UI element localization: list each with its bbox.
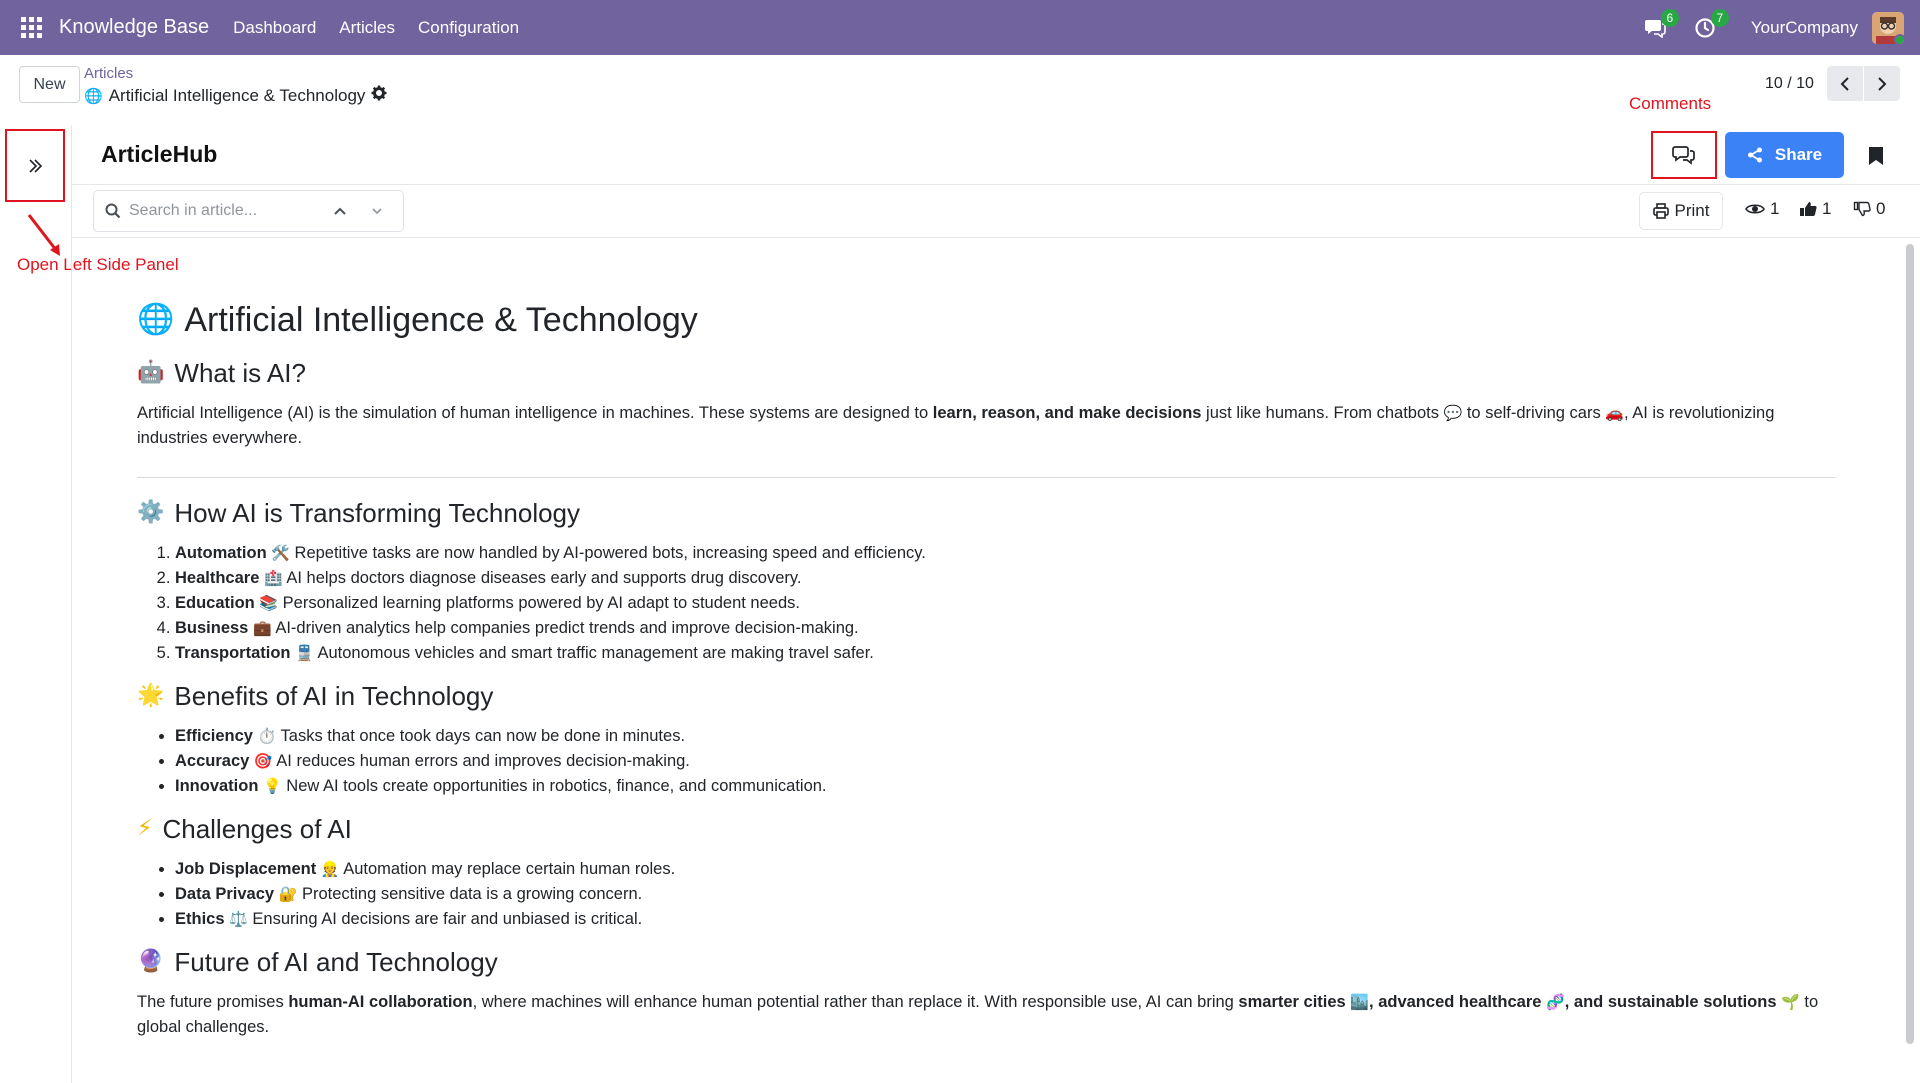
bold-text: Data Privacy bbox=[175, 885, 275, 903]
bold-text: , advanced healthcare bbox=[1369, 993, 1542, 1011]
chevron-left-icon bbox=[1839, 76, 1851, 92]
list-item bbox=[175, 857, 1837, 882]
text: Repetitive tasks are now handled by AI-powered bots, increasing speed and efficiency. bbox=[294, 544, 926, 562]
bold-text: learn, reason, and make decisions bbox=[932, 404, 1202, 422]
bold-text: smarter cities bbox=[1238, 993, 1346, 1011]
crystal-ball-icon: 🔮 bbox=[137, 949, 165, 974]
paragraph-future bbox=[137, 990, 1837, 1040]
breadcrumb-parent-link[interactable]: Articles bbox=[84, 65, 134, 82]
list-item bbox=[175, 566, 1837, 591]
text: Artificial Intelligence (AI) is the simulation of human intelligence in machines. These systems are designed to bbox=[137, 404, 933, 422]
thumbs-up-icon bbox=[1799, 201, 1817, 217]
list-item bbox=[175, 907, 1837, 932]
text: Personalized learning platforms powered by AI adapt to student needs. bbox=[282, 594, 800, 612]
annotation-left-panel-label: Open Left Side Panel bbox=[17, 255, 179, 274]
chevrons-right-icon bbox=[27, 158, 43, 174]
city-icon: 🏙️ bbox=[1350, 993, 1370, 1011]
bold-text: , and sustainable solutions bbox=[1564, 993, 1777, 1011]
online-status-dot bbox=[1894, 34, 1904, 44]
bookmark-icon bbox=[1868, 146, 1884, 166]
messages-badge: 6 bbox=[1661, 9, 1679, 27]
globe-icon: 🌐 bbox=[137, 302, 175, 337]
tools-icon: 🛠️ bbox=[271, 544, 290, 562]
car-icon: 🚗 bbox=[1605, 404, 1624, 422]
article-search-box bbox=[93, 190, 404, 232]
chevron-right-icon bbox=[1876, 76, 1888, 92]
messages-icon[interactable] bbox=[1641, 10, 1674, 42]
text: Ensuring AI decisions are fair and unbiased is critical. bbox=[252, 910, 643, 928]
share-button[interactable] bbox=[1725, 132, 1844, 178]
heading-benefits bbox=[137, 678, 1837, 714]
benefits-list bbox=[137, 724, 1837, 799]
article-search-input[interactable] bbox=[129, 202, 319, 220]
heading-text: How AI is Transforming Technology bbox=[174, 498, 581, 528]
user-avatar[interactable] bbox=[1872, 12, 1904, 44]
briefcase-icon: 💼 bbox=[252, 619, 272, 637]
text: to self-driving cars bbox=[1462, 404, 1606, 422]
printer-icon bbox=[1653, 203, 1669, 219]
bold-text: Business bbox=[175, 619, 249, 637]
text: AI reduces human errors and improves decision-making. bbox=[276, 752, 690, 770]
text: to global challenges. bbox=[137, 993, 1819, 1036]
heading-text: What is AI? bbox=[174, 358, 306, 388]
article-h1 bbox=[137, 295, 1837, 345]
annotation-comments-label: Comments bbox=[1629, 94, 1712, 113]
left-side-panel-collapsed bbox=[0, 125, 72, 1083]
bookmark-button[interactable] bbox=[1858, 140, 1894, 172]
open-left-panel-button[interactable] bbox=[5, 129, 65, 202]
text: just like humans. From chatbots bbox=[1201, 404, 1444, 422]
pager-value[interactable]: 10 / 10 bbox=[1765, 75, 1814, 92]
menu-configuration[interactable]: Configuration bbox=[418, 17, 520, 37]
text: AI helps doctors diagnose diseases early and supports drug discovery. bbox=[286, 569, 802, 587]
hospital-icon: 🏥 bbox=[263, 569, 283, 587]
top-navbar bbox=[0, 0, 1920, 55]
text: Autonomous vehicles and smart traffic management are making travel safer. bbox=[317, 644, 874, 662]
speech-bubble-icon: 💬 bbox=[1443, 404, 1463, 422]
text: , where machines will enhance human potential rather than replace it. With responsible use, AI can bring bbox=[472, 993, 1239, 1011]
bold-text: Innovation bbox=[175, 777, 259, 795]
activities-badge: 7 bbox=[1711, 9, 1729, 27]
pager-previous-button[interactable] bbox=[1827, 66, 1863, 101]
scales-icon: ⚖️ bbox=[229, 910, 248, 928]
heading-future bbox=[137, 944, 1837, 980]
list-item bbox=[175, 724, 1837, 749]
lightbulb-icon: 💡 bbox=[263, 777, 282, 795]
bold-text: Efficiency bbox=[175, 727, 253, 745]
gear-icon[interactable] bbox=[371, 85, 387, 106]
list-item bbox=[175, 541, 1837, 566]
eye-icon bbox=[1745, 202, 1765, 216]
heading-challenges bbox=[137, 811, 1837, 847]
menu-dashboard[interactable]: Dashboard bbox=[233, 17, 317, 37]
text: , AI is revolutionizing industries everywhere. bbox=[137, 404, 1775, 447]
share-icon bbox=[1747, 147, 1763, 163]
article-h1-text: Artificial Intelligence & Technology bbox=[184, 301, 698, 339]
article-header-title: ArticleHub bbox=[101, 141, 218, 167]
seedling-icon: 🌱 bbox=[1781, 993, 1800, 1011]
paragraph-what-is-ai bbox=[137, 401, 1837, 451]
text: The future promises bbox=[137, 993, 289, 1011]
likes-stat[interactable] bbox=[1799, 199, 1831, 219]
chevron-up-icon[interactable] bbox=[333, 206, 347, 216]
pager-next-button[interactable] bbox=[1864, 66, 1900, 101]
divider bbox=[137, 477, 1835, 478]
breadcrumb-current bbox=[84, 85, 387, 106]
comments-button[interactable] bbox=[1651, 131, 1717, 179]
print-label: Print bbox=[1674, 201, 1710, 220]
heading-text: Future of AI and Technology bbox=[174, 947, 498, 977]
new-button[interactable]: New bbox=[19, 66, 80, 103]
bold-text: human-AI collaboration bbox=[288, 993, 473, 1011]
comments-icon bbox=[1672, 145, 1696, 165]
bold-text: Automation bbox=[175, 544, 267, 562]
app-title[interactable]: Knowledge Base bbox=[59, 16, 210, 38]
text: Automation may replace certain human roles. bbox=[343, 860, 676, 878]
dislikes-stat[interactable] bbox=[1853, 199, 1885, 219]
print-button[interactable] bbox=[1639, 192, 1723, 230]
thumbs-down-icon bbox=[1853, 201, 1871, 217]
dislikes-count: 0 bbox=[1876, 199, 1886, 218]
gear-icon: ⚙️ bbox=[137, 500, 165, 525]
views-stat bbox=[1745, 199, 1779, 219]
dna-icon: 🧬 bbox=[1546, 993, 1565, 1011]
train-icon: 🚆 bbox=[295, 644, 314, 662]
text: Tasks that once took days can now be done in minutes. bbox=[280, 727, 686, 745]
search-icon bbox=[105, 203, 121, 219]
views-count: 1 bbox=[1770, 199, 1780, 218]
heading-what-is-ai bbox=[137, 355, 1837, 391]
menu-articles[interactable]: Articles bbox=[339, 17, 396, 37]
globe-icon: 🌐 bbox=[84, 86, 103, 105]
list-item bbox=[175, 774, 1837, 799]
likes-count: 1 bbox=[1822, 199, 1832, 218]
heading-how-ai bbox=[137, 495, 1837, 531]
share-label: Share bbox=[1774, 145, 1823, 164]
text: New AI tools create opportunities in robotics, finance, and communication. bbox=[286, 777, 827, 795]
star-icon: 🌟 bbox=[137, 683, 165, 708]
target-icon: 🎯 bbox=[253, 752, 273, 770]
activities-clock-icon[interactable] bbox=[1691, 10, 1724, 42]
how-ai-list bbox=[137, 541, 1837, 666]
list-item bbox=[175, 641, 1837, 666]
article-body[interactable] bbox=[137, 295, 1837, 1040]
heading-text: Benefits of AI in Technology bbox=[174, 681, 494, 711]
books-icon: 📚 bbox=[259, 594, 279, 612]
challenges-list bbox=[137, 857, 1837, 932]
content-scrollbar-thumb[interactable] bbox=[1906, 244, 1914, 1044]
lightning-icon: ⚡ bbox=[137, 816, 153, 841]
text: Protecting sensitive data is a growing concern. bbox=[301, 885, 643, 903]
bold-text: Education bbox=[175, 594, 255, 612]
company-switcher[interactable]: YourCompany bbox=[1750, 17, 1858, 37]
app-grid-icon[interactable] bbox=[21, 17, 43, 39]
heading-text: Challenges of AI bbox=[162, 814, 352, 844]
stopwatch-icon: ⏱️ bbox=[257, 727, 277, 745]
bold-text: Healthcare bbox=[175, 569, 260, 587]
bold-text: Accuracy bbox=[175, 752, 250, 770]
list-item bbox=[175, 591, 1837, 616]
chevron-down-icon[interactable] bbox=[371, 207, 383, 215]
list-item bbox=[175, 749, 1837, 774]
list-item bbox=[175, 882, 1837, 907]
bold-text: Job Displacement bbox=[175, 860, 317, 878]
breadcrumb-current-label: Artificial Intelligence & Technology bbox=[108, 85, 366, 105]
article-header-bar bbox=[72, 125, 1920, 185]
text: AI-driven analytics help companies predict trends and improve decision-making. bbox=[275, 619, 859, 637]
robot-icon: 🤖 bbox=[137, 360, 165, 385]
lock-icon: 🔐 bbox=[278, 885, 298, 903]
bold-text: Transportation bbox=[175, 644, 291, 662]
worker-icon: 👷 bbox=[320, 860, 340, 878]
bold-text: Ethics bbox=[175, 910, 225, 928]
list-item bbox=[175, 616, 1837, 641]
